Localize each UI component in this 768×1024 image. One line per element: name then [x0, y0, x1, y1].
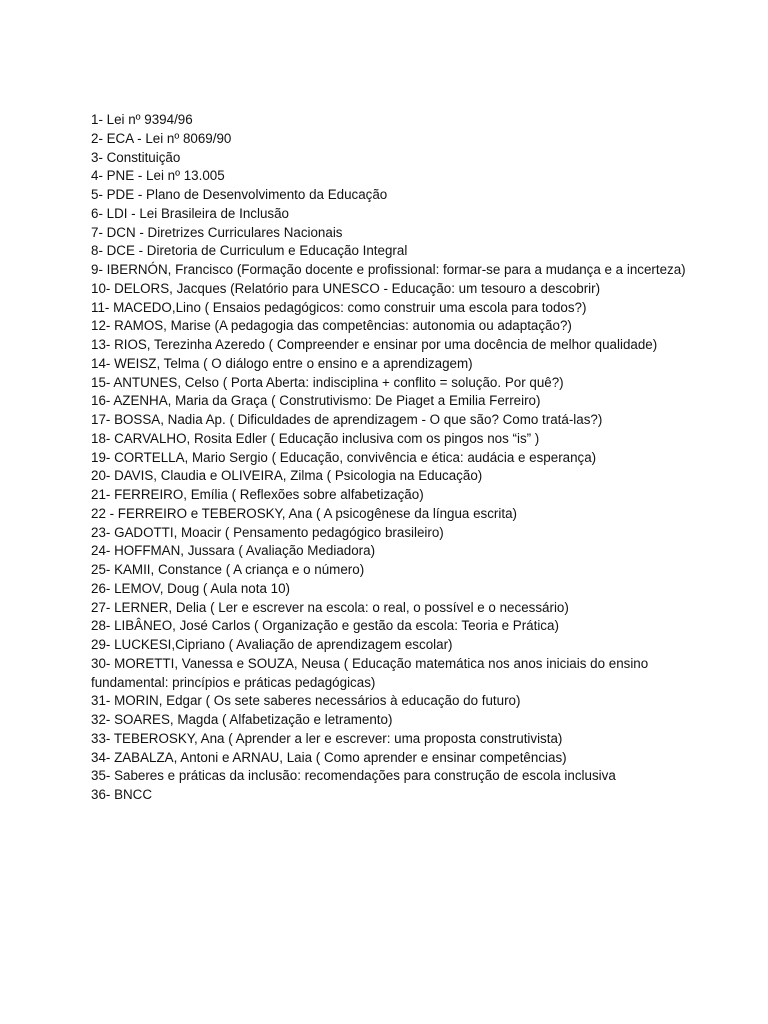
list-item: 31- MORIN, Edgar ( Os sete saberes necessários à educação do futuro) [91, 693, 521, 709]
list-item: 13- RIOS, Terezinha Azeredo ( Compreender e ensinar por uma docência de melhor qualidade) [91, 337, 658, 352]
list-item: 3- Constituição [91, 149, 181, 165]
list-item: 36- BNCC [91, 787, 153, 802]
list-item: 1- Lei nº 9394/96 [91, 112, 193, 127]
list-item: 21- FERREIRO, Emília ( Reflexões sobre alfabetização) [91, 487, 424, 502]
list-item: 6- LDI - Lei Brasileira de Inclusão [91, 205, 289, 221]
list-item: 35- Saberes e práticas da inclusão: recomendações para construção de escola inclusiva [91, 768, 616, 784]
list-item: 26- LEMOV, Doug ( Aula nota 10) [91, 580, 290, 596]
list-item: 32- SOARES, Magda ( Alfabetização e letramento) [91, 712, 393, 727]
list-item: 33- TEBEROSKY, Ana ( Aprender a ler e escrever: uma proposta construtivista) [91, 730, 563, 746]
list-item: 28- LIBÂNEO, José Carlos ( Organização e gestão da escola: Teoria e Prática) [91, 618, 559, 634]
list-item: 5- PDE - Plano de Desenvolvimento da Educação [91, 187, 388, 202]
list-item: 9- IBERNÓN, Francisco (Formação docente e profissional: formar-se para a mudança e a incerteza) [91, 262, 686, 277]
list-item: 10- DELORS, Jacques (Relatório para UNESCO - Educação: um tesouro a descobrir) [91, 280, 601, 296]
list-item: 15- ANTUNES, Celso ( Porta Aberta: indisciplina + conflito = solução. Por quê?) [91, 374, 564, 390]
list-item: 18- CARVALHO, Rosita Edler ( Educação inclusiva com os pingos nos “is” ) [91, 430, 540, 446]
list-item: 30- MORETTI, Vanessa e SOUZA, Neusa ( Educação matemática nos anos iniciais do ensino fundamental: princípios e práticas pedagógicas) [91, 655, 649, 690]
list-item: 12- RAMOS, Marise (A pedagogia das competências: autonomia ou adaptação?) [91, 318, 572, 334]
list-item: 7- DCN - Diretrizes Curriculares Nacionais [91, 224, 343, 240]
list-item: 2- ECA - Lei nº 8069/90 [91, 130, 232, 146]
list-item: 8- DCE - Diretoria de Curriculum e Educação Integral [91, 243, 408, 259]
list-item: 25- KAMII, Constance ( A criança e o número) [91, 562, 365, 577]
reference-list [91, 111, 691, 805]
list-item: 20- DAVIS, Claudia e OLIVEIRA, Zilma ( Psicologia na Educação) [91, 468, 483, 484]
list-item: 22 - FERREIRO e TEBEROSKY, Ana ( A psicogênese da língua escrita) [91, 505, 517, 521]
list-item: 29- LUCKESI,Cipriano ( Avaliação de aprendizagem escolar) [91, 637, 453, 652]
list-item: 27- LERNER, Delia ( Ler e escrever na escola: o real, o possível e o necessário) [91, 599, 569, 615]
list-item: 11- MACEDO,Lino ( Ensaios pedagógicos: como construir uma escola para todos?) [91, 299, 587, 315]
list-item: 16- AZENHA, Maria da Graça ( Construtivismo: De Piaget a Emilia Ferreiro) [91, 393, 541, 409]
list-item: 14- WEISZ, Telma ( O diálogo entre o ensino e a aprendizagem) [91, 355, 473, 371]
list-item: 4- PNE - Lei nº 13.005 [91, 168, 225, 184]
list-item: 23- GADOTTI, Moacir ( Pensamento pedagógico brasileiro) [91, 524, 444, 540]
list-item: 17- BOSSA, Nadia Ap. ( Dificuldades de aprendizagem - O que são? Como tratá-las?) [91, 412, 603, 427]
list-item: 24- HOFFMAN, Jussara ( Avaliação Mediadora) [91, 543, 376, 559]
list-item: 34- ZABALZA, Antoni e ARNAU, Laia ( Como aprender e ensinar competências) [91, 749, 567, 765]
list-item: 19- CORTELLA, Mario Sergio ( Educação, convivência e ética: audácia e esperança) [91, 449, 597, 465]
